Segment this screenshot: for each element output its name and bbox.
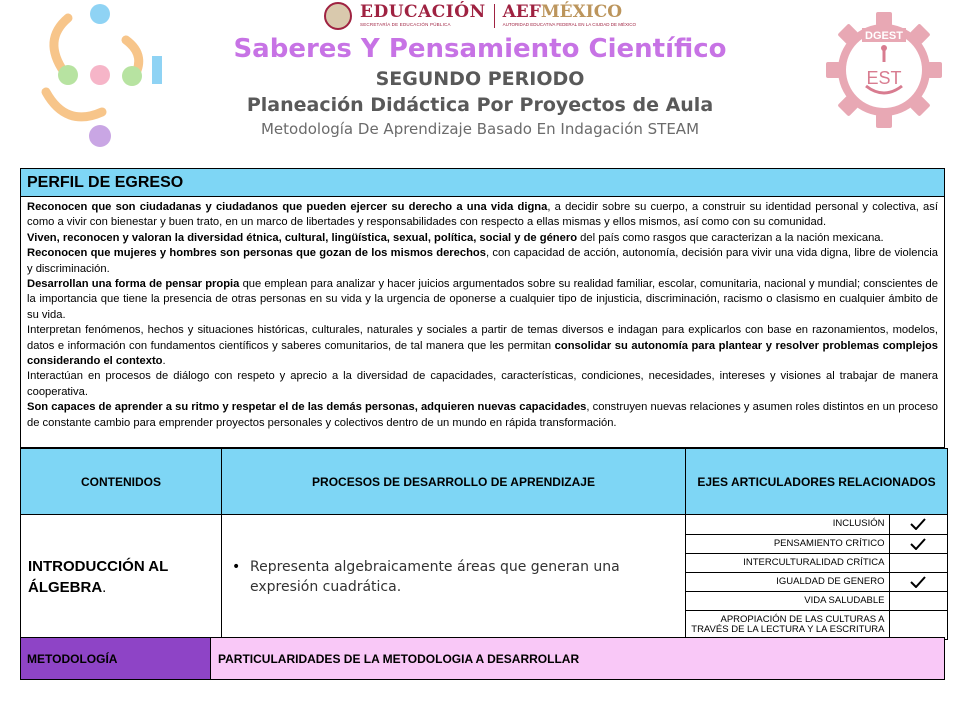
sep-logo-subtext: SECRETARÍA DE EDUCACIÓN PÚBLICA — [360, 22, 451, 28]
eje-label: INCLUSIÓN — [686, 515, 889, 534]
perfil-body — [21, 197, 944, 431]
perfil-p5-bold: consolidar su autonomía para plantear y resolver problemas complejos considerando el contexto — [27, 339, 938, 368]
perfil-paragraph-1 — [27, 200, 938, 231]
ejes-list — [686, 515, 947, 639]
header-contenidos: CONTENIDOS — [21, 449, 222, 515]
perfil-p2-bold: Viven, reconocen y valoran la diversidad étnica, cultural, lingüística, sexual, política, social y de género — [27, 231, 578, 244]
aef-logo-text: AEF — [502, 2, 541, 23]
procesos-list — [232, 557, 677, 597]
perfil-p3-bold: Reconocen que mujeres y hombres son personas que gozan de los mismos derechos — [27, 247, 486, 260]
eje-row-apropiacion-culturas — [686, 610, 947, 639]
perfil-paragraph-7 — [27, 400, 938, 431]
perfil-p4-bold: Desarrollan una forma de pensar propia — [27, 278, 240, 291]
national-seal-icon — [324, 2, 352, 30]
eje-row-pensamiento-critico — [686, 534, 947, 553]
eje-label: APROPIACIÓN DE LAS CULTURAS A TRAVÉS DE LA LECTURA Y LA ESCRITURA — [686, 610, 889, 639]
contenido-text: INTRODUCCIÓN AL ÁLGEBRA — [28, 558, 168, 596]
eje-label: PENSAMIENTO CRÍTICO — [686, 534, 889, 553]
document-title: Saberes Y Pensamiento Científico — [233, 34, 727, 64]
particularidades-label: PARTICULARIDADES DE LA METODOLOGIA A DESARROLLAR — [211, 638, 944, 679]
perfil-p7-bold: Son capaces de aprender a su ritmo y respetar el de las demás personas, adquieren nuevas capacidades — [27, 401, 587, 414]
eje-check-cell — [889, 610, 947, 639]
header-procesos: PROCESOS DE DESARROLLO DE APRENDIZAJE — [222, 449, 686, 515]
check-icon — [910, 576, 926, 588]
eje-check-cell — [889, 515, 947, 534]
sep-logo — [360, 4, 486, 28]
header-ejes: EJES ARTICULADORES RELACIONADOS — [686, 449, 948, 515]
perfil-paragraph-6: Interactúan en procesos de diálogo con respeto y aprecio a la diversidad de capacidades, características, condiciones, necesidades, intereses y visiones al trabajar de manera cooperativa. — [27, 370, 938, 398]
perfil-paragraph-3 — [27, 246, 938, 277]
aef-logo — [503, 4, 636, 28]
aef-logo-subtext: AUTORIDAD EDUCATIVA FEDERAL EN LA CIUDAD DE MÉXICO — [502, 22, 636, 28]
eje-check-cell — [889, 572, 947, 591]
perfil-title: PERFIL DE EGRESO — [21, 169, 944, 197]
metodologia-section — [20, 637, 945, 680]
perfil-p4-text: que emplean para analizar y hacer juicios argumentados sobre su realidad familiar, escolar, comunitaria, nacional y mundial; conscientes de la importancia que tiene la presencia de otras personas en su vida y la urgencia de oponerse a cualquier tipo de injusticia, discriminación, racismo o clasismo en cualquier ámbito de su vida. — [27, 278, 938, 321]
eje-label: INTERCULTURALIDAD CRÍTICA — [686, 553, 889, 572]
perfil-paragraph-5 — [27, 323, 938, 369]
sep-logo-text: EDUCACIÓN — [360, 2, 486, 23]
document-titles — [0, 32, 960, 140]
contenido-cell — [21, 515, 222, 640]
aef-logo-text-mexico: MÉXICO — [540, 2, 623, 23]
eje-label: VIDA SALUDABLE — [686, 591, 889, 610]
perfil-paragraph-4 — [27, 277, 938, 323]
official-logos-bar — [0, 0, 960, 32]
ejes-cell — [686, 515, 948, 640]
eje-check-cell — [889, 591, 947, 610]
eje-row-vida-saludable — [686, 591, 947, 610]
eje-row-interculturalidad — [686, 553, 947, 572]
eje-check-cell — [889, 553, 947, 572]
eje-row-igualdad-genero — [686, 572, 947, 591]
eje-label: IGUALDAD DE GENERO — [686, 572, 889, 591]
contenido-period: . — [102, 579, 107, 596]
proceso-cell — [222, 515, 686, 640]
dgest-label: DGEST — [865, 30, 903, 42]
perfil-p1-bold: Reconocen que son ciudadanas y ciudadanos que pueden ejercer su derecho a una vida digna — [27, 201, 548, 213]
perfil-p5-text: Interpretan fenómenos, hechos y situaciones históricas, culturales, naturales y sociales a partir de temas diversos e indagan para explicarlos con base en razonamientos, modelos, datos e información con fundamentos científicos y saberes comunitarios, de tal manera que les permitan — [27, 324, 938, 352]
check-icon — [910, 538, 926, 550]
dgest-mark: EST — [866, 68, 902, 88]
check-icon — [910, 518, 926, 530]
planning-table — [20, 448, 948, 640]
perfil-p7-text: , construyen nuevas relaciones y asumen roles distintos en un proceso de constante cambio para emprender proyectos personales y colectivos dentro de un mundo en rápida transformación. — [27, 401, 939, 429]
proceso-item: • Representa algebraicamente áreas que generan una expresión cuadrática. — [232, 557, 677, 597]
dgest-gear-logo — [826, 12, 942, 128]
perfil-p3-text: , con capacidad de acción, autonomía, decisión para vivir una vida digna, libre de violencia y discriminación. — [27, 247, 938, 275]
perfil-de-egreso-section — [20, 168, 945, 448]
planning-table-row — [21, 515, 948, 640]
period-title: SEGUNDO PERIODO — [375, 68, 585, 90]
planning-table-header — [21, 449, 948, 515]
perfil-paragraph-2 — [27, 231, 938, 246]
eje-row-inclusion — [686, 515, 947, 534]
perfil-p1-text: , a decidir sobre su cuerpo, a construir su identidad personal y colectiva, así como a vivir con bienestar y buen trato, en un marco de libertades y responsabilidades con respecto a ellas mismas y ellos mismos, así como con su comunidad. — [27, 201, 938, 229]
perfil-p2-text: del país como rasgos que caracterizan a la nación mexicana. — [577, 231, 884, 244]
plan-title: Planeación Didáctica Por Proyectos de Aula — [246, 94, 714, 116]
perfil-p5-end: . — [162, 355, 166, 368]
metodologia-label: METODOLOGÍA — [21, 638, 211, 679]
methodology-subtitle: Metodología De Aprendizaje Basado En Indagación STEAM — [260, 120, 700, 138]
logo-divider — [494, 4, 495, 28]
eje-check-cell — [889, 534, 947, 553]
